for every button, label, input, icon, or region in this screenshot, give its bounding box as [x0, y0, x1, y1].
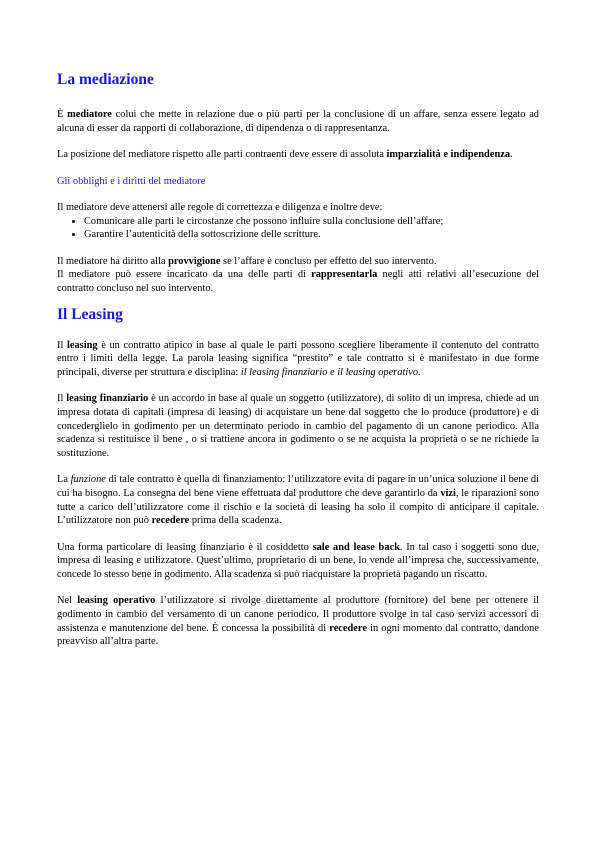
- paragraph-funzione: [57, 473, 539, 527]
- list-item: • Comunicare alle parti le circostanze che possono influire sulla conclusione dell’affare;: [84, 215, 539, 228]
- bold-term: imparzialità e indipendenza: [386, 149, 511, 161]
- bold-term: recedere: [329, 622, 367, 634]
- text: Il: [57, 339, 67, 351]
- text: Nel: [57, 595, 78, 607]
- text: colui che mette in relazione due o più parti per la conclusione di un affare, senza essere legato ad alcuna di esser da rapporti di collaborazione, di dipendenza o di rappresentanza.: [57, 109, 539, 134]
- italic-term: funzione: [70, 474, 106, 486]
- paragraph-leasing-operativo: [57, 594, 539, 648]
- text: di tale contratto è quella di finanziamento: l’utilizzatore evita di pagare in un’unica soluzione il bene di cui ha bisogno. La consegna del bene viene effettuata dal produttore che deve garantirlo da: [57, 474, 539, 499]
- bold-term: vizi: [440, 487, 456, 499]
- text: .: [418, 366, 421, 378]
- bold-term: mediatore: [67, 109, 112, 120]
- text: Il mediatore può essere incaricato da una delle parti di: [57, 269, 312, 281]
- text: l’utilizzatore si rivolge direttamente al produttore (fornitore) del bene per ottenere il godimento in cambio del versamento di un canone periodico. Il produttore svolge in tal caso servizi accessori di assistenza e manutenzione del bene. È concessa la possibilità di: [57, 595, 540, 634]
- obblighi-list: [57, 215, 539, 242]
- text: La: [57, 474, 71, 486]
- paragraph-leasing-definition: [57, 339, 539, 380]
- text: è un accordo in base al quale un soggetto (utilizzatore), di solito di un impresa, chiede ad un impresa dotata di capitali (impresa di leasing) di acquistare un bene dal soggetto che lo produce (produttore) e di concederglielo in godimento per un determinato periodo in cambio del pagamento di un canone periodico. Alla scadenza si restituisce il bene , o si trattiene ancora in godimento o se ne acquista la proprietà o se ne richiede la sostituzione.: [57, 393, 539, 459]
- paragraph-sale-lease-back: [57, 541, 539, 582]
- paragraph-provvigione: [57, 255, 539, 269]
- text: se l’affare è concluso per effetto del suo intervento.: [220, 255, 437, 267]
- text: La posizione del mediatore rispetto alle parti contraenti deve essere di assoluta: [57, 149, 387, 161]
- paragraph-mediatore-definition: [57, 108, 539, 135]
- text: Il mediatore ha diritto alla: [57, 255, 169, 267]
- bold-term: rappresentarla: [311, 269, 378, 281]
- section-title-leasing: Il Leasing: [57, 305, 123, 323]
- text: Una forma particolare di leasing finanziario è il cosiddetto: [57, 541, 313, 553]
- bold-term: sale and lease back: [312, 541, 400, 553]
- text: negli atti relativi all’esecuzione del contratto concluso nel suo intervento.: [57, 269, 539, 294]
- bold-term: recedere: [151, 515, 190, 527]
- text: .: [510, 149, 513, 161]
- paragraph-obblighi-intro: Il mediatore deve attenersi alle regole di correttezza e diligenza e inoltre deve:: [57, 202, 383, 214]
- text: è un contratto atipico in base al quale le parti possono scegliere liberamente il contenuto del contratto entro i limiti della legge. La parola leasing significa “prestito” e tale contratto si è manifestato in due forme principali, diverse per struttura e disciplina:: [57, 339, 539, 378]
- text: in ogni momento dal contratto, dandone preavviso all’altra parte.: [57, 622, 539, 648]
- text: . In tal caso i soggetti sono due, impresa di leasing e utilizzatore. Quest’ultimo, proprietario di un bene, lo vende all’impresa che, successivamente, concede lo stesso bene in godimento. Alla scadenza si può riacquistare la proprietà pagando un riscatto.: [57, 541, 540, 580]
- italic-term: il leasing finanziario e il leasing operativo: [240, 366, 419, 378]
- section-title-mediazione: La mediazione: [57, 71, 154, 88]
- paragraph-mediatore-position: [57, 148, 539, 162]
- list-item: • Garantire l’autenticità della sottoscrizione delle scritture.: [84, 228, 539, 241]
- paragraph-rappresentanza: [57, 268, 539, 295]
- bold-term: leasing: [66, 339, 98, 351]
- bold-term: leasing operativo: [77, 595, 156, 607]
- text: È: [57, 109, 68, 120]
- text: Il: [57, 393, 67, 405]
- text: prima della scadenza.: [189, 515, 282, 527]
- bold-term: leasing finanziario: [66, 393, 149, 405]
- subtitle-obblighi-diritti: Gli obblighi e i diritti del mediatore: [57, 175, 206, 187]
- text: , le riparazioni sono tutte a carico dell’utilizzatore come il rischio e la società di leasing ha solo il compito di anticipare il capitale. L’utilizzatore non può: [57, 487, 539, 527]
- bold-term: provvigione: [168, 255, 221, 267]
- paragraph-leasing-finanziario: [57, 392, 539, 460]
